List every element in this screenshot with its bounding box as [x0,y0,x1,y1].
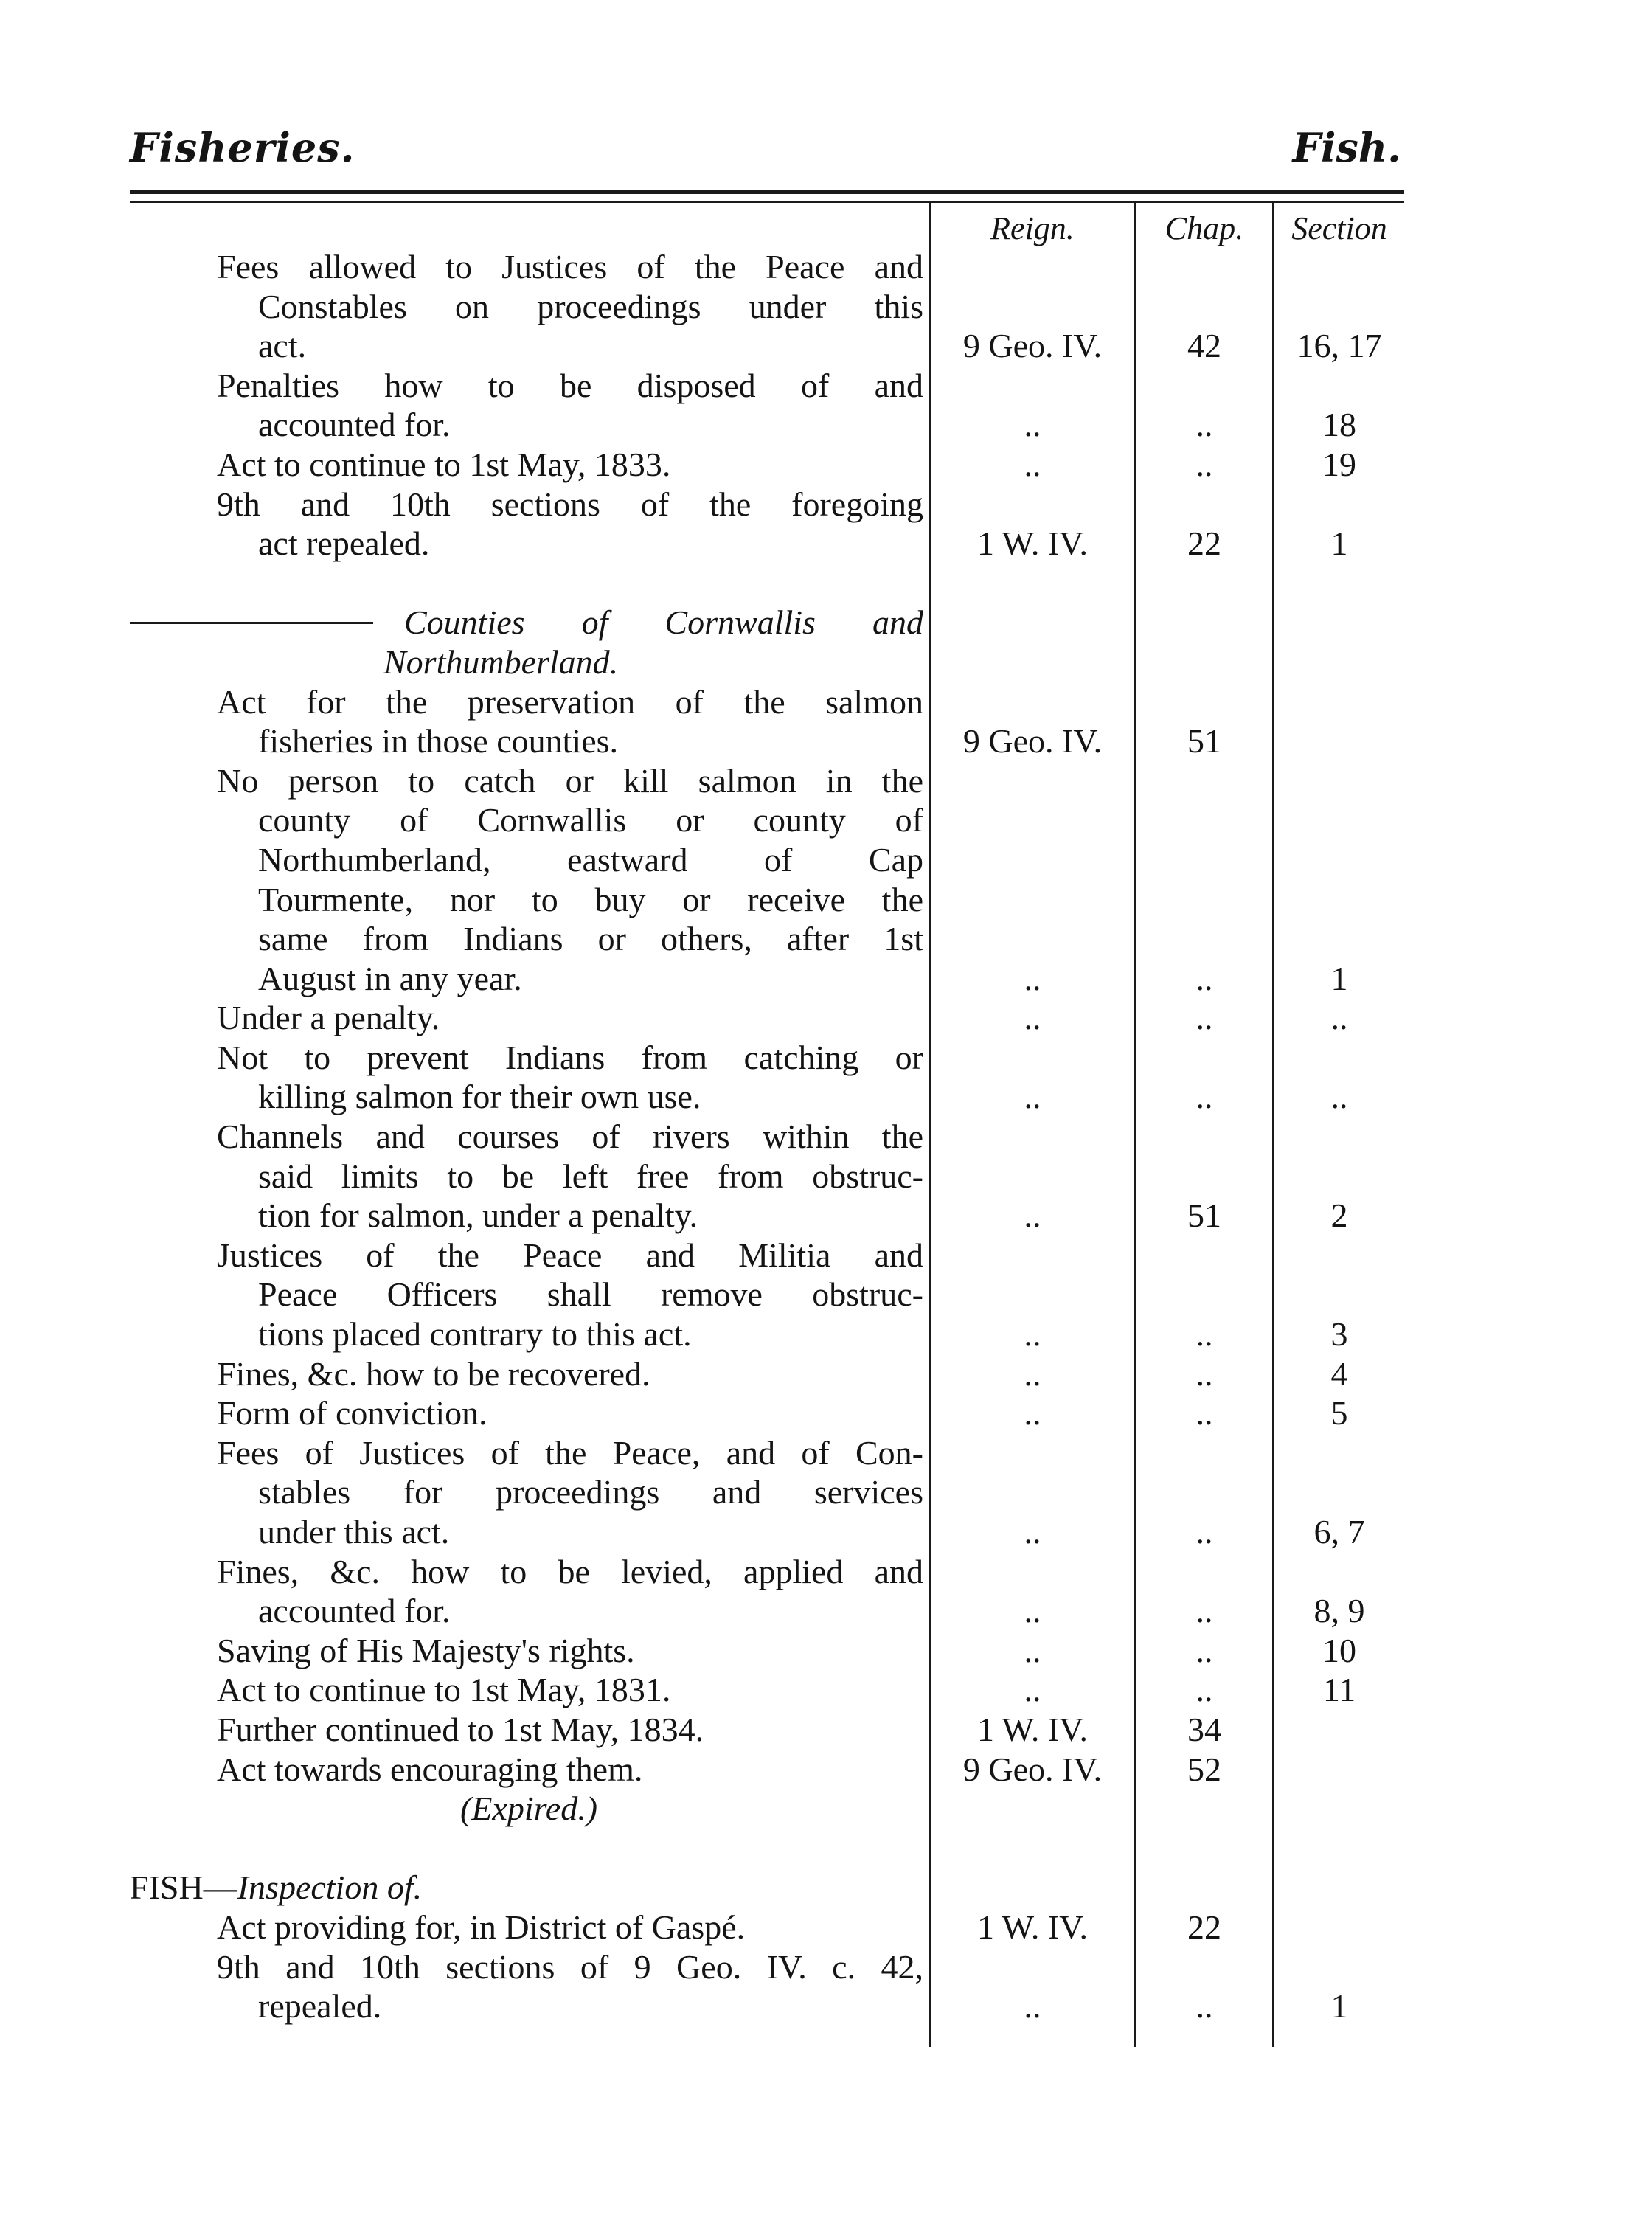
chap-cell: .. [1195,406,1213,444]
table-row [0,1077,1652,1117]
entry-text: stables for proceedings and services [258,1473,923,1511]
section-cell [1274,603,1404,642]
table-row [0,326,1652,366]
section-cell [1274,1829,1404,1868]
reign-cell [931,761,1134,801]
table-row [0,1236,1652,1275]
entry-text: Peace Officers shall remove obstruc- [258,1275,923,1314]
entry-text: accounted for. [258,1592,451,1630]
section-cell: 1 [1330,1987,1348,2026]
entry-text: Act to continue to 1st May, 1831. [217,1671,671,1709]
heading-sub: Inspection of. [237,1868,423,1907]
table-row [0,247,1652,287]
chap-cell: .. [1195,1078,1213,1116]
section-cell: 11 [1322,1671,1356,1709]
section-cell: 3 [1330,1315,1348,1354]
table-row [0,1354,1652,1394]
table-row [0,919,1652,959]
reign-cell [931,682,1134,722]
chap-cell [1136,1472,1272,1512]
reign-cell [931,1829,1134,1868]
chap-cell [1136,800,1272,840]
chap-cell: .. [1195,999,1213,1037]
section-cell: 8, 9 [1313,1592,1365,1630]
entry-text: under this act. [258,1513,450,1551]
section-cell: .. [1330,1078,1348,1116]
section-cell [1274,485,1404,524]
chap-cell [1136,880,1272,920]
entry-text: August in any year. [258,959,522,997]
table-row [0,1591,1652,1631]
chap-cell [1136,1789,1272,1829]
table-row [0,1829,1652,1868]
entry-text: Constables on proceedings under this [258,287,923,325]
entry-text: Fees of Justices of the Peace, and of Con- [217,1433,923,1472]
chap-cell [1136,1275,1272,1314]
reign-cell [931,840,1134,880]
chap-cell: .. [1195,1394,1213,1432]
reign-cell: 1 W. IV. [977,524,1088,563]
table-row [0,405,1652,445]
entry-text: No person to catch or kill salmon in the [217,761,923,800]
entry-text: tion for salmon, under a penalty. [258,1196,698,1235]
chap-cell [1136,287,1272,327]
reign-cell [931,564,1134,603]
chap-cell [1136,1038,1272,1078]
chap-cell [1136,1433,1272,1473]
table-row [0,1631,1652,1671]
entry-text: (Expired.) [460,1790,598,1828]
entry-text: Northumberland, eastward of Cap [258,840,923,879]
running-head [0,124,1652,190]
entry-text: said limits to be left free from obstruc- [258,1157,923,1195]
section-cell [1274,1236,1404,1275]
entry-text: Further continued to 1st May, 1834. [217,1710,704,1748]
section-cell [1274,1433,1404,1473]
chap-cell: 51 [1187,1196,1221,1235]
section-cell: 4 [1330,1354,1348,1393]
reign-cell [931,642,1134,682]
entry-text: Fines, &c. how to be levied, applied and [217,1552,923,1590]
entry-text: tions placed contrary to this act. [258,1315,692,1354]
reign-cell [931,1275,1134,1314]
chap-cell [1136,642,1272,682]
table-row [0,1314,1652,1354]
reign-cell [931,1552,1134,1592]
chap-cell: .. [1195,1671,1213,1709]
column-header-chap: Chap. [1165,210,1244,246]
reign-cell: .. [1024,1671,1041,1709]
section-cell [1274,880,1404,920]
table-row [0,1868,1652,1908]
reign-cell: .. [1024,1315,1041,1354]
chap-cell [1136,366,1272,406]
reign-cell [931,485,1134,524]
table-row [0,959,1652,999]
reign-cell: 1 W. IV. [977,1908,1088,1946]
chap-cell [1136,1117,1272,1157]
entry-text: Counties of Cornwallis and [404,603,923,642]
entry-text [217,1829,923,1868]
table-row [0,1157,1652,1196]
chap-cell: .. [1195,1354,1213,1393]
entry-text: Fines, &c. how to be recovered. [217,1354,650,1393]
chap-cell: 42 [1187,327,1221,365]
section-cell [1274,247,1404,287]
section-cell: .. [1330,999,1348,1037]
section-cell [1274,1038,1404,1078]
entry-text: Tourmente, nor to buy or receive the [258,880,923,918]
reign-cell: 9 Geo. IV. [962,722,1103,761]
table-row [0,998,1652,1038]
reign-cell: .. [1024,1196,1041,1235]
reign-cell [931,1472,1134,1512]
chap-cell [1136,564,1272,603]
chap-cell: 22 [1187,524,1221,563]
reign-cell: .. [1024,1078,1041,1116]
reign-cell: .. [1024,999,1041,1037]
table-row [0,524,1652,564]
reign-cell [931,247,1134,287]
table-row [0,1552,1652,1592]
table-row [0,1433,1652,1473]
section-cell [1274,642,1404,682]
heading-main: FISH— [130,1868,237,1907]
reign-cell [931,287,1134,327]
entry-text [217,564,923,603]
entry-text: 9th and 10th sections of the foregoing [217,485,923,523]
entry-text: Justices of the Peace and Militia and [217,1236,923,1274]
reign-cell: 9 Geo. IV. [962,1750,1103,1788]
ditto-rule [130,622,373,624]
table-row [0,1393,1652,1433]
table-row [0,682,1652,722]
table-row [0,1710,1652,1750]
column-header-section: Section [1291,210,1387,246]
table-row [0,721,1652,761]
section-cell: 1 [1330,959,1348,997]
chap-cell [1136,1868,1272,1908]
chap-cell [1136,682,1272,722]
section-cell [1274,682,1404,722]
section-cell [1274,721,1404,761]
table-row [0,642,1652,682]
table-row [0,1117,1652,1157]
section-cell [1274,1789,1404,1829]
chap-cell: .. [1195,445,1213,483]
section-cell [1274,840,1404,880]
entry-text: county of Cornwallis or county of [258,801,923,839]
entry-text: 9th and 10th sections of 9 Geo. IV. c. 42, [217,1947,923,1986]
chap-cell [1136,1236,1272,1275]
chap-cell: .. [1195,959,1213,997]
table-row [0,761,1652,801]
running-head-left: Fisheries. [130,124,355,171]
section-cell [1274,564,1404,603]
index-table [0,247,1652,2026]
chap-cell: 22 [1187,1908,1221,1946]
section-cell: 1 [1330,524,1348,563]
section-cell [1274,1710,1404,1750]
table-row [0,840,1652,880]
chap-cell [1136,603,1272,642]
section-heading [130,1868,923,1908]
entry-text: Act towards encouraging them. [217,1750,643,1788]
reign-cell: .. [1024,445,1041,483]
section-cell [1274,1552,1404,1592]
reign-cell: 9 Geo. IV. [962,327,1103,365]
section-cell [1274,800,1404,840]
table-row [0,445,1652,485]
entry-text: Act providing for, in District of Gaspé. [217,1908,746,1946]
header-rule-thin [130,201,1404,203]
table-row [0,287,1652,327]
reign-cell: .. [1024,1354,1041,1393]
chap-cell: .. [1195,1592,1213,1630]
reign-cell: .. [1024,1394,1041,1432]
entry-text: accounted for. [258,406,451,444]
chap-cell: 51 [1187,722,1221,761]
table-row [0,1986,1652,2026]
reign-cell [931,1433,1134,1473]
entry-text: Not to prevent Indians from catching or [217,1038,923,1076]
table-row [0,1512,1652,1552]
entry-text: Saving of His Majesty's rights. [217,1631,635,1669]
chap-cell: 34 [1187,1710,1221,1748]
chap-cell [1136,1157,1272,1196]
section-cell: 10 [1322,1631,1356,1669]
table-row [0,880,1652,920]
section-cell: 18 [1322,406,1356,444]
entry-text: Channels and courses of rivers within the [217,1118,923,1156]
table-row [0,485,1652,524]
table-row [0,1789,1652,1829]
chap-cell [1136,1552,1272,1592]
chap-cell [1136,919,1272,959]
chap-cell: .. [1195,1315,1213,1354]
section-cell [1274,919,1404,959]
reign-cell [931,1038,1134,1078]
entry-text: Under a penalty. [217,999,440,1037]
entry-text: same from Indians or others, after 1st [258,920,923,958]
table-row [0,1908,1652,1947]
table-row [0,800,1652,840]
entry-text: Northumberland. [384,642,619,681]
table-row [0,1472,1652,1512]
header-rule-thick [130,190,1404,194]
section-cell [1274,1275,1404,1314]
entry-text: Fees allowed to Justices of the Peace and [217,248,923,285]
entry-text: fisheries in those counties. [258,722,619,761]
section-cell [1274,761,1404,801]
table-row [0,564,1652,603]
section-cell [1274,1750,1404,1790]
entry-text: killing salmon for their own use. [258,1078,701,1116]
chap-cell [1136,1829,1272,1868]
section-cell: 6, 7 [1313,1513,1365,1551]
section-cell [1274,287,1404,327]
chap-cell [1136,485,1272,524]
reign-cell [931,1117,1134,1157]
reign-cell [931,1789,1134,1829]
section-cell [1274,1868,1404,1908]
reign-cell [931,1868,1134,1908]
section-cell [1274,1472,1404,1512]
table-row [0,366,1652,406]
section-cell: 16, 17 [1297,327,1382,365]
table-row [0,603,1652,642]
chap-cell [1136,247,1272,287]
section-cell: 5 [1330,1394,1348,1432]
column-header-reign: Reign. [990,210,1075,246]
reign-cell [931,880,1134,920]
reign-cell [931,800,1134,840]
reign-cell [931,1947,1134,1987]
section-cell [1274,1157,1404,1196]
section-cell [1274,1117,1404,1157]
section-cell: 19 [1322,445,1356,483]
entry-text: act. [258,327,307,365]
section-cell [1274,1947,1404,1987]
chap-cell: 52 [1187,1750,1221,1788]
chap-cell: .. [1195,1513,1213,1551]
reign-cell [931,1236,1134,1275]
reign-cell [931,366,1134,406]
reign-cell: .. [1024,1631,1041,1669]
section-cell [1274,1908,1404,1947]
table-row [0,1196,1652,1236]
table-row [0,1275,1652,1314]
table-row [0,1750,1652,1790]
table-row [0,1038,1652,1078]
reign-cell: .. [1024,959,1041,997]
entry-text: Act for the preservation of the salmon [217,682,923,721]
table-row [0,1670,1652,1710]
table-row [0,1947,1652,1987]
chap-cell: .. [1195,1631,1213,1669]
chap-cell [1136,761,1272,801]
chap-cell [1136,840,1272,880]
chap-cell: .. [1195,1987,1213,2026]
entry-text: act repealed. [258,524,430,563]
entry-text: Penalties how to be disposed of and [217,366,923,404]
entry-text: Act to continue to 1st May, 1833. [217,445,671,483]
entry-text: repealed. [258,1987,382,2026]
reign-cell [931,1157,1134,1196]
reign-cell [931,919,1134,959]
reign-cell: .. [1024,406,1041,444]
reign-cell: .. [1024,1592,1041,1630]
chap-cell [1136,1947,1272,1987]
reign-cell: .. [1024,1513,1041,1551]
running-head-right: Fish. [1292,124,1401,171]
reign-cell: .. [1024,1987,1041,2026]
reign-cell: 1 W. IV. [977,1710,1088,1748]
section-cell: 2 [1330,1196,1348,1235]
entry-text: Form of conviction. [217,1394,487,1432]
section-cell [1274,366,1404,406]
reign-cell [931,603,1134,642]
